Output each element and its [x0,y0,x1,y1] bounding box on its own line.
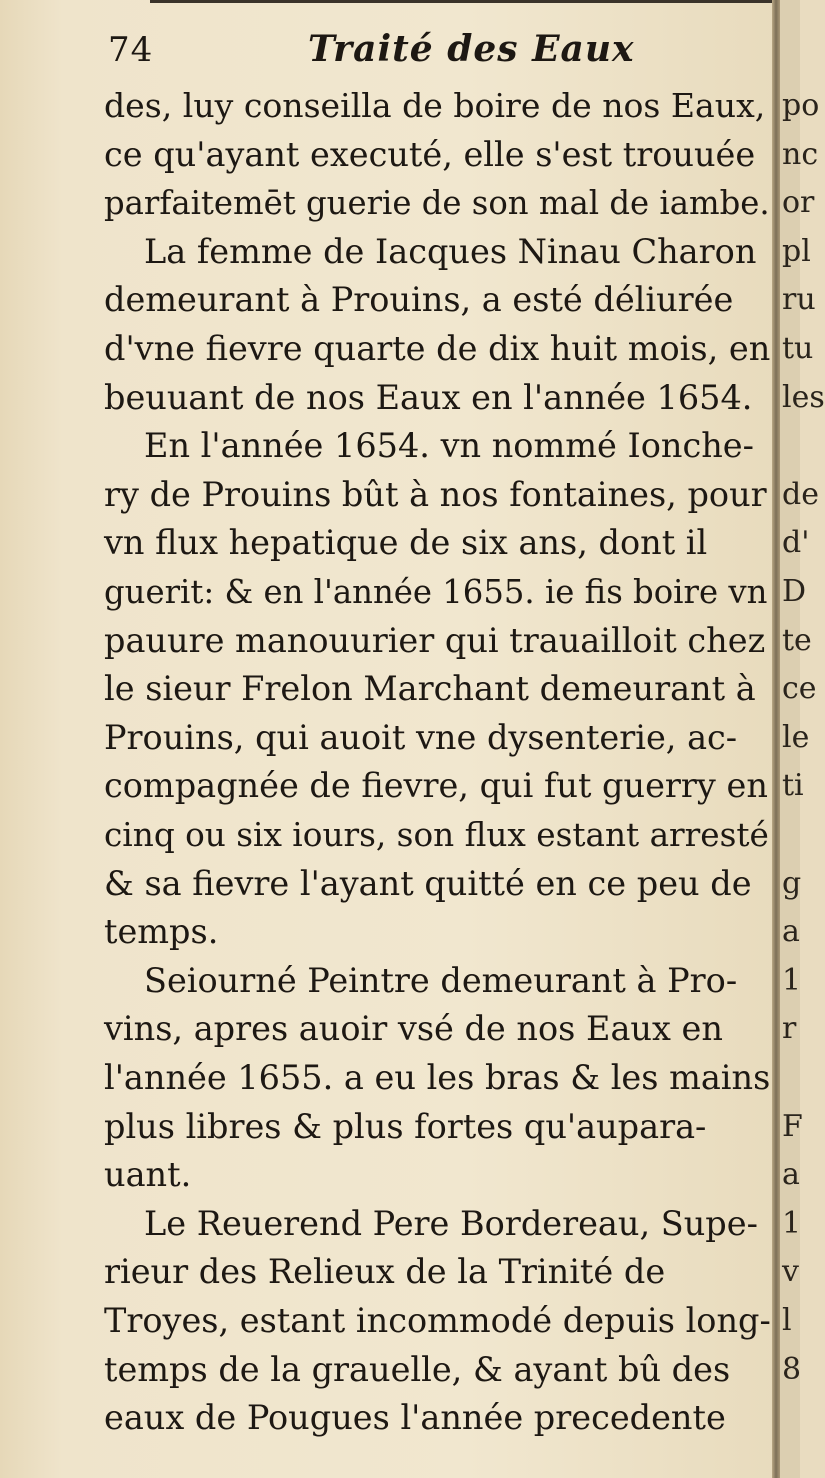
facing-page-fragment: les [782,379,825,415]
text-line: plus libres & plus fortes qu'aupara- [104,1106,707,1146]
text-line: parfaitemēt guerie de son mal de iambe. [104,184,770,223]
text-line: eaux de Pougues l'année precedente [104,1398,726,1438]
facing-page-fragment: de [782,476,819,512]
facing-page-fragment: D [782,574,807,609]
facing-page-fragment: g [782,865,802,901]
facing-page-edge [780,0,825,1478]
facing-page-fragment: ti [782,768,804,804]
page-number: 74 [108,30,154,70]
text-line: cinq ou six iours, son flux estant arresté [104,816,769,854]
facing-page-fragment: ce [782,671,817,707]
text-line: uant. [104,1155,192,1195]
text-line: ry de Prouins bût à nos fontaines, pour [104,474,767,514]
facing-page-fragment: 8 [782,1351,802,1387]
text-line: La femme de Iacques Ninau Charon [144,231,757,271]
facing-page-fragment: a [782,1157,800,1193]
text-line: pauure manouurier qui trauailloit chez [104,620,766,660]
text-line: l'année 1655. a eu les bras & les mains [104,1058,771,1097]
facing-page-fragment: le [782,719,810,755]
book-gutter [772,0,780,1478]
text-line: temps. [104,912,219,952]
text-line: d'vne fievre quarte de dix huit mois, en [104,329,771,368]
text-line: & sa fievre l'ayant quitté en ce peu de [104,863,752,903]
facing-page-fragment: r [782,1011,797,1047]
text-line: Le Reuerend Pere Bordereau, Supe- [144,1203,758,1243]
text-line: En l'année 1654. vn nommé Ionche- [144,426,754,466]
facing-page-fragment: ru [782,282,816,318]
facing-page-fragment: te [782,622,812,658]
text-line: demeurant à Prouins, a esté déliurée [104,280,734,320]
text-line: vins, apres auoir vsé de nos Eaux en [104,1009,723,1049]
text-line: temps de la grauelle, & ayant bû des [104,1349,731,1389]
text-line: le sieur Frelon Marchant demeurant à [104,669,756,709]
running-title: Traité des Eaux [308,28,635,70]
text-line: guerit: & en l'année 1655. ie fis boire vn [104,573,768,611]
facing-page-fragment: v [782,1254,799,1290]
text-line: compagnée de fievre, qui fut guerry en [104,766,768,806]
facing-page-fragment: 1 [782,962,802,998]
facing-page-fragment: pl [782,233,811,269]
facing-page-fragment: a [782,914,800,950]
text-line: des, luy conseilla de boire de nos Eaux, [104,86,766,125]
facing-page-fragment: po [782,88,820,123]
text-line: beuuant de nos Eaux en l'année 1654. [104,377,753,417]
facing-page-fragment: d' [782,525,810,561]
facing-page-fragment: or [782,185,815,221]
text-line: ce qu'ayant executé, elle s'est trouuée [104,134,756,174]
facing-page-fragment: tu [782,331,814,366]
text-line: rieur des Relieux de la Trinité de [104,1252,666,1292]
text-line: Prouins, qui auoit vne dysenterie, ac- [104,717,738,757]
facing-page-fragment: nc [782,136,819,172]
text-line: vn flux hepatique de six ans, dont il [104,523,708,563]
facing-page-fragment: l [782,1303,792,1338]
facing-page-fragment: 1 [782,1205,802,1241]
text-line: Seiourné Peintre demeurant à Pro- [144,960,738,1000]
page-header [108,30,768,76]
text-line: Troyes, estant incommodé depuis long- [104,1301,771,1340]
facing-page-fragment: F [782,1108,803,1144]
